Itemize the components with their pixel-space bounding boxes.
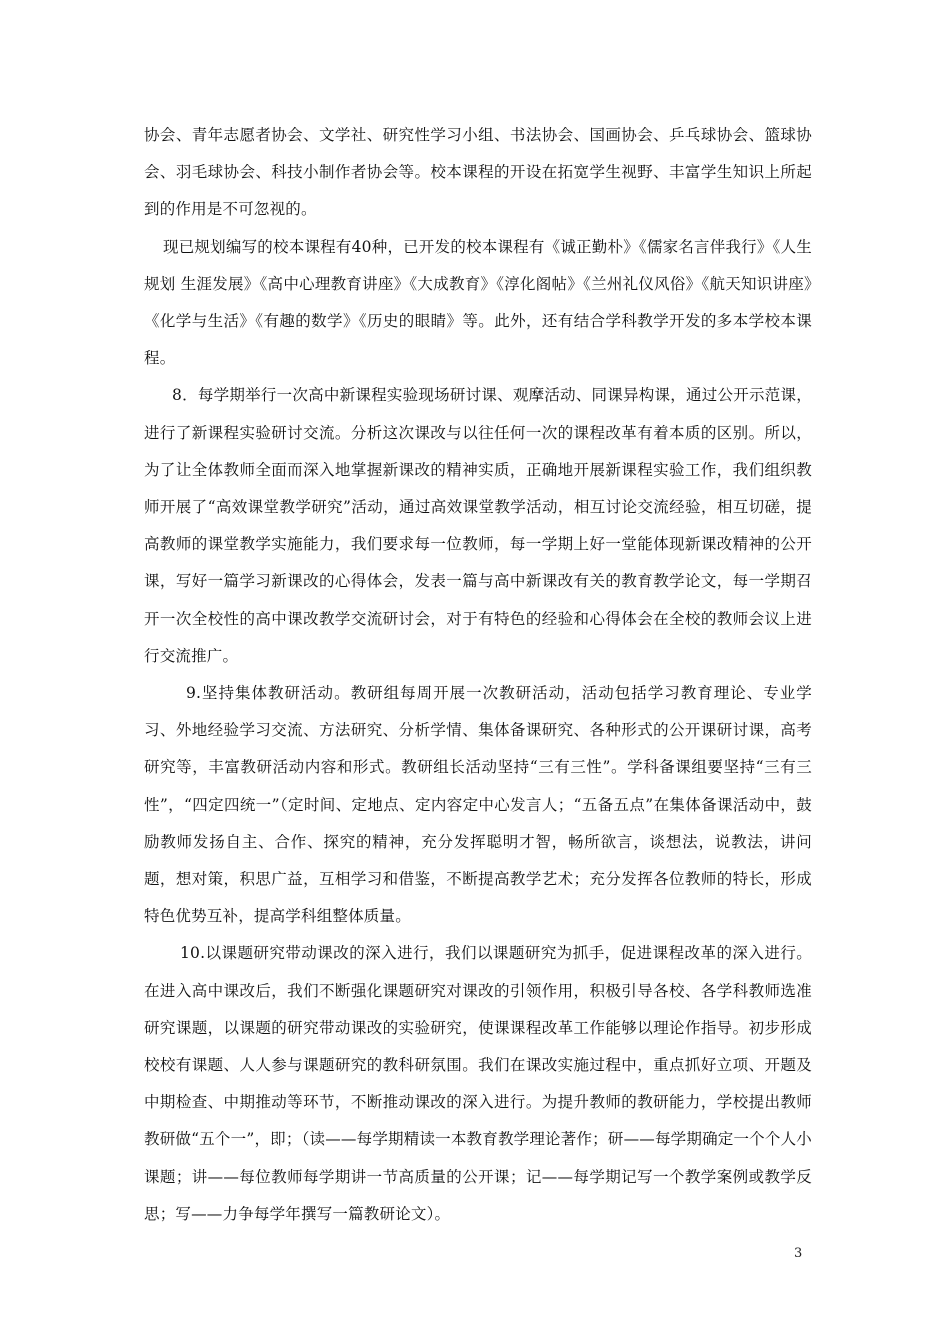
paragraph-item-10: 10.以课题研究带动课改的深入进行，我们以课题研究为抓手，促进课程改革的深入进行。在进入高中课改后，我们不断强化课题研究对课改的引领作用，积极引导各校、各学科教师选准研究课题，以课题的研究带动课改的实验研究，使课课程改革工作能够以理论作指导。初步形成校校有课题、人人参与课题研究的教科研氛围。我们在课改实施过程中，重点抓好立项、开题及中期检查、中期推动等环节，不断推动课改的深入进行。为提升教师的教研能力，学校提出教师教研做“五个一”，即；（读——每学期精读一本教育教学理论著作；研——每学期确定一个个人小课题；讲——每位教师每学期讲一节高质量的公开课；记——每学期记写一个教学案例或教学反思；写——力争每学年撰写一篇教研论文）。 bbox=[144, 944, 812, 1223]
paragraph-school-courses: 现已规划编写的校本课程有40种，已开发的校本课程有《诚正勤朴》《儒家名言伴我行》《人生规划 生涯发展》《高中心理教育讲座》《大成教育》《淳化阁帖》《兰州礼仪风俗》《航天知识讲座》《化学与生活》《有趣的数学》《历史的眼睛》等。此外，还有结合学科教学开发的多本学校本课程。 bbox=[144, 237, 812, 368]
paragraph-associations: 协会、青年志愿者协会、文学社、研究性学习小组、书法协会、国画协会、乒乓球协会、篮球协会、羽毛球协会、科技小制作者协会等。校本课程的开设在拓宽学生视野、丰富学生知识上所起到的作用是不可忽视的。 bbox=[144, 126, 812, 219]
paragraph-item-8: 8．每学期举行一次高中新课程实验现场研讨课、观摩活动、同课异构课，通过公开示范课，进行了新课程实验研讨交流。分析这次课改与以往任何一次的课程改革有着本质的区别。所以，为了让全体教师全面而深入地掌握新课改的精神实质，正确地开展新课程实验工作，我们组织教师开展了“高效课堂教学研究”活动，通过高效课堂教学活动，相互讨论交流经验，相互切磋，提高教师的课堂教学实施能力，我们要求每一位教师，每一学期上好一堂能体现新课改精神的公开课，写好一篇学习新课改的心得体会，发表一篇与高中新课改有关的教育教学论文，每一学期召开一次全校性的高中课改教学交流研讨会，对于有特色的经验和心得体会在全校的教师会议上进行交流推广。 bbox=[144, 386, 812, 665]
page-number: 3 bbox=[794, 1246, 803, 1261]
paragraph-item-9: 9.坚持集体教研活动。教研组每周开展一次教研活动，活动包括学习教育理论、专业学习、外地经验学习交流、方法研究、分析学情、集体备课研究、各种形式的公开课研讨课，高考研究等，丰富教研活动内容和形式。教研组长活动坚持“三有三性”。学科备课组要坚持“三有三性”，“四定四统一”（定时间、定地点、定内容定中心发言人；“五备五点”在集体备课活动中，鼓励教师发扬自主、合作、探究的精神，充分发挥聪明才智，畅所欲言，谈想法，说教法，讲问题，想对策，积思广益，互相学习和借鉴，不断提高教学艺术；充分发挥各位教师的特长，形成特色优势互补，提高学科组整体质量。 bbox=[144, 684, 812, 926]
document-body bbox=[144, 117, 812, 1233]
